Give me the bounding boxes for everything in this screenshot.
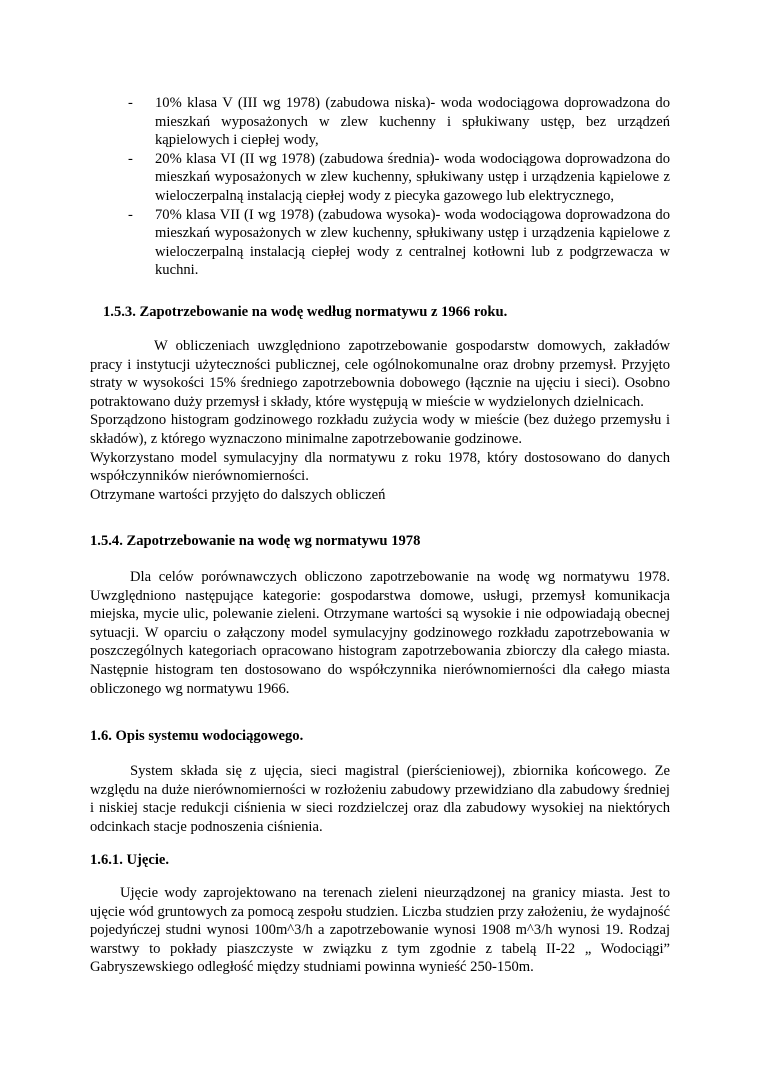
section-1-5-4-body	[90, 568, 670, 698]
paragraph: Sporządzono histogram godzinowego rozkładu zużycia wody w mieście (bez dużego przemysłu i składów), z którego wyznaczono minimalne zapotrzebowanie godzinowe.	[90, 412, 670, 447]
list-item-text: 70% klasa VII (I wg 1978) (zabudowa wysoka)- woda wodociągowa doprowadzona do mieszkań wyposażonych w zlew kuchenny, spłukiwany ustęp i urządzenia kąpielowe z wieloczerpalną instalacją ciepłej wody z centralnej kotłowni lub z podgrzewacza w kuchni.	[155, 206, 670, 279]
section-heading-1-6: 1.6. Opis systemu wodociągowego.	[90, 728, 304, 744]
paragraph: Dla celów porównawczych obliczono zapotrzebowanie na wodę wg normatywu 1978. Uwzględniono następujące kategorie: gospodarstwa domowe, usługi, przemysł komunikacja miejska, mycie ulic, polewanie zieleni. Otrzymane wartości są wysokie i nie odpowiadają obecnej sytuacji. W oparciu o załączony model symulacyjny godzinowego rozkładu zapotrzebowania w poszczególnych kategoriach opracowano histogram zapotrzebowania zbiorczy dla całego miasta. Następnie histogram ten dostosowano do współczynnika nierównomierności dla całego miasta obliczonego wg normatywu 1966.	[90, 569, 670, 697]
paragraph: W obliczeniach uwzględniono zapotrzebowanie gospodarstw domowych, zakładów pracy i instytucji użyteczności publicznej, cele ogólnokomunalne oraz drobny przemysł. Przyjęto straty w wysokości 15% średniego zapotrzebownia dobowego (łącznie na ujęciu i sieci). Osobno potraktowano duży przemysł i składy, które występują w mieście w wydzielonych dzielnicach.	[90, 338, 670, 410]
section-1-6-1-body	[90, 884, 670, 977]
bullet-marker: -	[128, 150, 133, 167]
bullet-marker: -	[128, 206, 133, 223]
paragraph: Otrzymane wartości przyjęto do dalszych obliczeń	[90, 486, 386, 503]
paragraph: System składa się z ujęcia, sieci magistral (pierścieniowej), zbiornika końcowego. Ze względu na duże nierównomierności w rozłożeniu zabudowy przewidziano dla zabudowy średniej i niskiej stacje redukcji ciśnienia w sieci rozdzielczej oraz dla zabudowy wysokiej na niektórych odcinkach stacje podnoszenia ciśnienia.	[90, 763, 670, 835]
section-1-5-3-body	[90, 337, 670, 504]
section-heading-1-5-4: 1.5.4. Zapotrzebowanie na wodę wg normatywu 1978	[90, 533, 421, 549]
list-item	[128, 206, 670, 280]
list-item	[128, 150, 670, 206]
list-item-text: 20% klasa VI (II wg 1978) (zabudowa średnia)- woda wodociągowa doprowadzona do mieszkań wyposażonych w zlew kuchenny, spłukiwany ustęp i urządzenia kąpielowe z wieloczerpalną instalacją ciepłej wody z piecyka gazowego lub elektrycznego,	[155, 150, 670, 204]
paragraph: Wykorzystano model symulacyjny dla normatywu z roku 1978, który dostosowano do danych współczynników nierównomierności.	[90, 449, 670, 485]
section-1-6-body	[90, 762, 670, 836]
section-heading-1-5-3: 1.5.3. Zapotrzebowanie na wodę według normatywu z 1966 roku.	[103, 304, 508, 320]
paragraph: Ujęcie wody zaprojektowano na terenach zieleni nieurządzonej na granicy miasta. Jest to ujęcie wód gruntowych za pomocą zespołu studzien. Liczba studzien przy założeniu, że wydajność pojedyńczej studni wynosi 100m^3/h a zapotrzebowanie wynosi 1908 m^3/h wynosi 19. Rodzaj warstwy to pokłady piaszczyste w związku z tym zgodnie z tabelą II-22 „ Wodociągi” Gabryszewskiego odległość między studniami powinna wynieść 250-150m.	[90, 885, 670, 976]
bullet-marker: -	[128, 95, 133, 111]
housing-class-list	[128, 94, 670, 280]
list-item-text: 10% klasa V (III wg 1978) (zabudowa niska)- woda wodociągowa doprowadzona do mieszkań wyposażonych w zlew kuchenny i spłukiwany ustęp, bez urządzeń kąpielowych i ciepłej wody,	[155, 95, 670, 149]
section-heading-1-6-1: 1.6.1. Ujęcie.	[90, 852, 170, 868]
list-item	[128, 94, 670, 150]
